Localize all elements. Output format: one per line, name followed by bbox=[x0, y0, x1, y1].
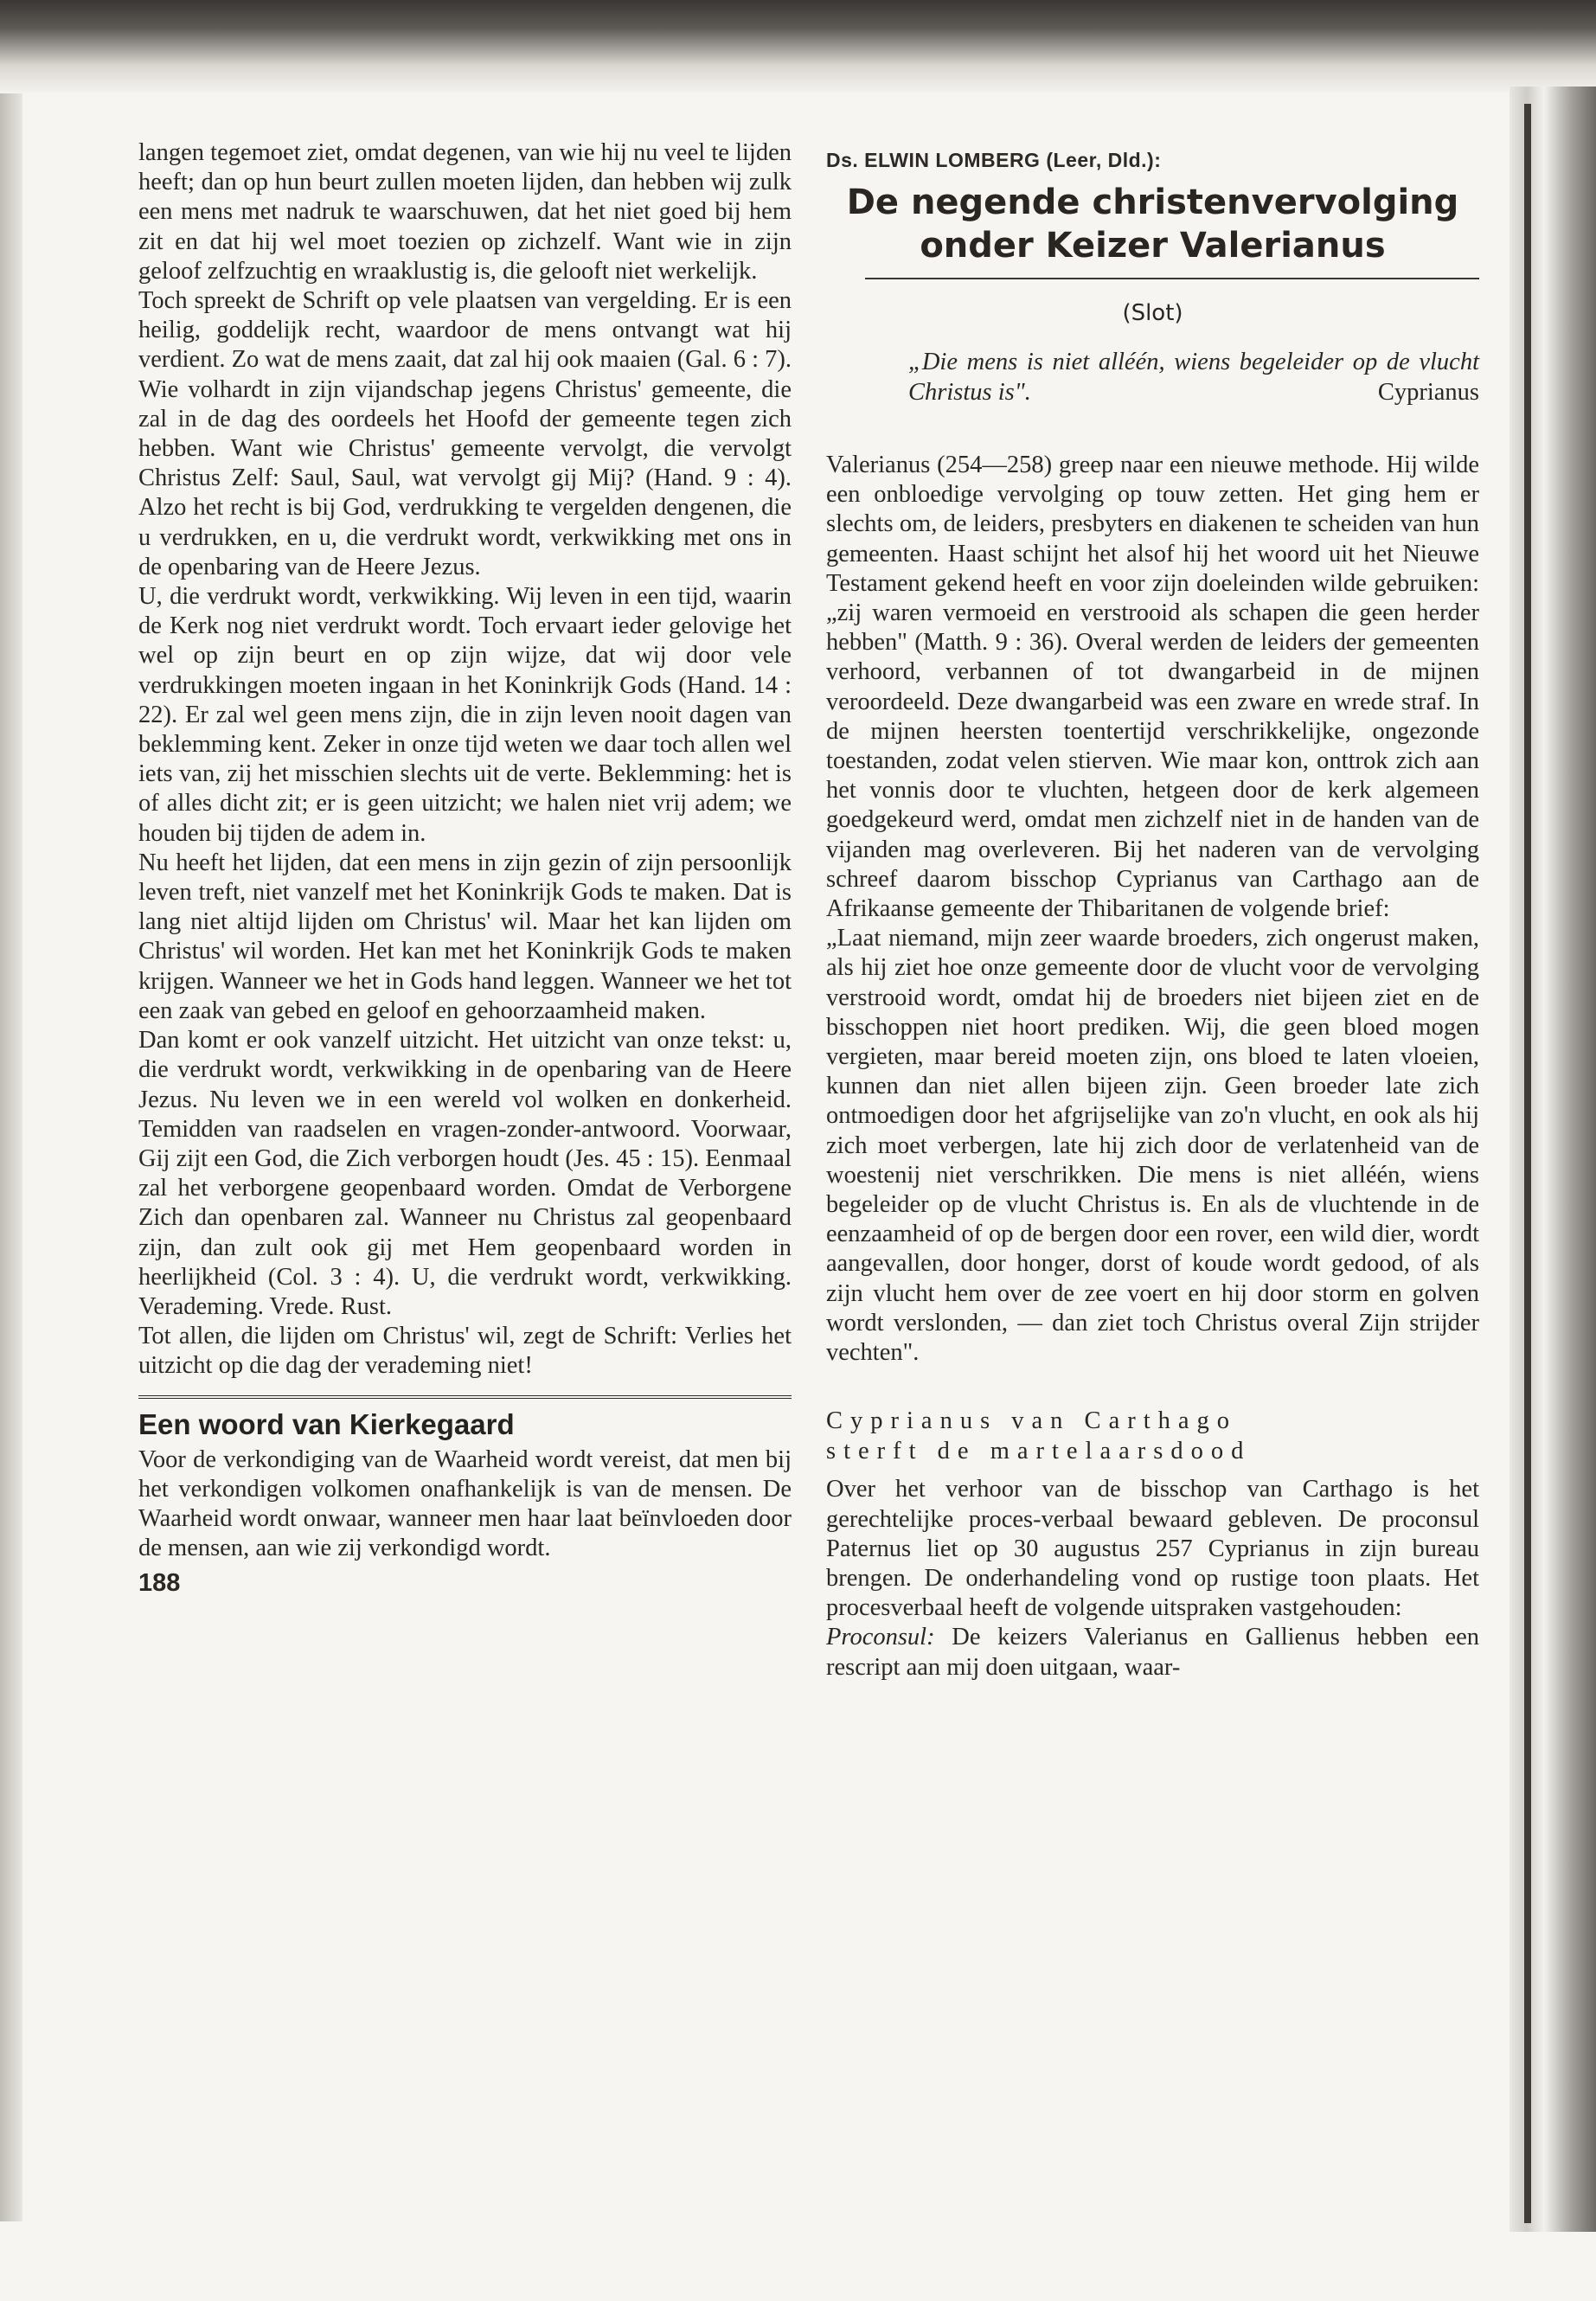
right-paragraph-3: Over het verhoor van de bisschop van Carthago is het gerechtelijke proces-verbaal bewaard gebleven. De proconsul Paternus liet op 30 augustus 257 Cyprianus in zijn bureau brengen. De onderhandeling vond op rustige toon plaats. Het procesverbaal heeft de volgende uitspraken vastgehouden: bbox=[826, 1476, 1479, 1622]
left-column bbox=[138, 138, 792, 1599]
right-column bbox=[826, 149, 1479, 1682]
article-title-line-2: onder Keizer Valerianus bbox=[920, 226, 1386, 266]
page-left-edge bbox=[0, 93, 22, 2221]
kierkegaard-heading: Een woord van Kierkegaard bbox=[138, 1407, 515, 1440]
proconsul-text: De keizers Valerianus en Gallienus hebben een rescript aan mij doen uitgaan, waar- bbox=[826, 1624, 1479, 1681]
proconsul-paragraph bbox=[826, 1623, 1479, 1682]
kierkegaard-divider bbox=[138, 1395, 792, 1399]
epigraph-quote: „Die mens is niet alléén, wiens begeleider op de vlucht Christus is". bbox=[908, 349, 1479, 406]
left-paragraph-5: Dan komt er ook vanzelf uitzicht. Het uitzicht van onze tekst: u, die verdrukt wordt, verkwikking in de openbaring van de Heere Jezus. Nu leven we in een wereld vol wolken en donkerheid. Temidden van raadselen en vragen-zonder-antwoord. Voorwaar, Gij zijt een God, die Zich verborgen houdt (Jes. 45 : 15). Eenmaal zal het verborgene geopenbaard worden. Omdat de Verborgene Zich dan openbaren zal. Wanneer nu Christus zal geopenbaard zijn, dan zult ook gij met Hem geopenbaard worden in heerlijkheid (Col. 3 : 4). U, die verdrukt wordt, verkwikking. Verademing. Vrede. Rust. bbox=[138, 1027, 792, 1320]
left-paragraph-3: U, die verdrukt wordt, verkwikking. Wij leven in een tijd, waarin de Kerk nog niet verdrukt wordt. Toch ervaart ieder gelovige het wel op zijn beurt en op zijn wijze, dat wij door vele verdrukkingen moeten ingaan in het Koninkrijk Gods (Hand. 14 : 22). Er zal wel geen mens zijn, die in zijn leven nooit dagen van beklemming kent. Zeker in onze tijd weten we daar toch allen wel iets van, zij het misschien slechts uit de verte. Beklemming: het is of alles dicht zit; er is geen uitzicht; we halen niet vrij adem; we houden bij tijden de adem in. bbox=[138, 583, 792, 847]
epigraph-author: Cyprianus bbox=[1377, 379, 1479, 406]
article-byline: Ds. ELWIN LOMBERG (Leer, Dld.): bbox=[826, 149, 1162, 171]
article-title bbox=[826, 181, 1479, 267]
spine-binding-line bbox=[1524, 104, 1531, 2223]
scan-top-shadow bbox=[0, 0, 1596, 93]
left-paragraph-1: langen tegemoet ziet, omdat degenen, van wie hij nu veel te lijden heeft; dan op hun beurt zullen moeten lijden, dan hebben wij zulk een mens met nadruk te waarschuwen, dat het niet goed bij hem zit en dat hij wel moet toezien op zichzelf. Want wie in zijn geloof zelfzuchtig en wraaklustig is, die gelooft niet werkelijk. bbox=[138, 139, 792, 285]
left-paragraph-6: Tot allen, die lijden om Christus' wil, zegt de Schrift: Verlies het uitzicht op die dag der verademing niet! bbox=[138, 1323, 792, 1380]
section-subheading bbox=[826, 1406, 1479, 1466]
right-paragraph-2: „Laat niemand, mijn zeer waarde broeders, zich ongerust maken, als hij ziet hoe onze gemeente door de vlucht voor de vervolging verstrooid wordt, omdat hij de broeders niet bijeen ziet en de bisschoppen niet hoort prediken. Wij, die geen bloed mogen vergieten, maar bereid moeten zijn, ons bloed te laten vloeien, kunnen dan niet allen bijeen zijn. Geen broeder late zich ontmoedigen door het afgrijselijke van zo'n vlucht, en ook als hij zich moet verbergen, late hij zich door de verlatenheid van de woestenij niet verschrikken. Die mens is niet alléén, wiens begeleider op de vlucht Christus is. En als de vluchtende in de eenzaamheid of op de bergen door een rover, een wild dier, wordt aangevallen, door honger, dorst of koude wordt gedood, of als zijn vlucht hem over de zee voert en hij door storm en golven wordt verslonden, — dan ziet toch Christus overal Zijn strijder vechten". bbox=[826, 925, 1479, 1367]
left-paragraph-2: Toch spreekt de Schrift op vele plaatsen van vergelding. Er is een heilig, goddelijk recht, waardoor de mens ontvangt wat hij verdient. Zo wat de mens zaait, dat zal hij ook maaien (Gal. 6 : 7). Wie volhardt in zijn vijandschap jegens Christus' gemeente, die zal in de dag des oordeels het Hoofd der gemeente tegen zich hebben. Want wie Christus' gemeente vervolgt, die vervolgt Christus Zelf: Saul, Saul, wat vervolgt gij Mij? (Hand. 9 : 4). Alzo het recht is bij God, verdrukking te vergelden dengenen, die u verdrukken, en u, die verdrukt wordt, verkwikking met ons in de openbaring van de Heere Jezus. bbox=[138, 287, 792, 580]
right-body-2 bbox=[826, 1475, 1479, 1682]
page-number: 188 bbox=[138, 1569, 181, 1598]
subheading-line-1: Cyprianus van Carthago bbox=[826, 1407, 1238, 1435]
right-paragraph-1: Valerianus (254—258) greep naar een nieuwe methode. Hij wilde een onbloedige vervolging op touw zetten. Het ging hem er slechts om, de leiders, presbyters en diakenen te scheiden van hun gemeenten. Haast schijnt het alsof hij het woord uit het Nieuwe Testament gekend heeft en voor zijn doeleinden wilde gebruiken: „zij waren vermoeid en verstrooid als schapen die geen herder hebben" (Matth. 9 : 36). Overal werden de leiders der gemeenten verhoord, verbannen of tot dwangarbeid in de mijnen veroordeeld. Deze dwangarbeid was een zware en wrede straf. In de mijnen heersten toentertijd verschrikkelijke, ongezonde toestanden, zodat velen stierven. Wie maar kon, onttrok zich aan het vonnis door te vluchten, hetgeen door de kerk algemeen goedgekeurd werd, omdat men zichzelf niet in de handen van de vijanden mag overleveren. Bij het naderen van de vervolging schreef daarom bisschop Cyprianus van Carthago aan de Afrikaanse gemeente der Thibaritanen de volgende brief: bbox=[826, 452, 1479, 923]
proconsul-label: Proconsul: bbox=[826, 1624, 935, 1651]
kierkegaard-text: Voor de verkondiging van de Waarheid wordt vereist, dat men bij het verkondigen volkomen onafhankelijk is van de mensen. De Waarheid wordt onwaar, wanneer men haar laat beïnvloeden door de mensen, aan wie zij verkondigd wordt. bbox=[138, 1445, 792, 1562]
epigraph bbox=[908, 347, 1479, 407]
left-paragraph-4: Nu heeft het lijden, dat een mens in zijn gezin of zijn persoonlijk leven treft, niet vanzelf met het Koninkrijk Gods te maken. Dat is lang niet altijd lijden om Christus' wil. Maar het kan lijden om Christus' wil worden. Het kan met het Koninkrijk Gods te maken krijgen. Wanneer we het in Gods hand leggen. Wanneer we het tot een zaak van gebed en geloof en gehoorzaamheid maken. bbox=[138, 849, 792, 1024]
slot-label: (Slot) bbox=[1122, 300, 1183, 326]
book-spine bbox=[1509, 87, 1596, 2232]
right-body bbox=[826, 451, 1479, 1368]
title-underline bbox=[865, 278, 1479, 279]
article-title-line-1: De negende christenvervolging bbox=[846, 183, 1459, 222]
subheading-line-2: sterft de martelaarsdood bbox=[826, 1438, 1252, 1465]
